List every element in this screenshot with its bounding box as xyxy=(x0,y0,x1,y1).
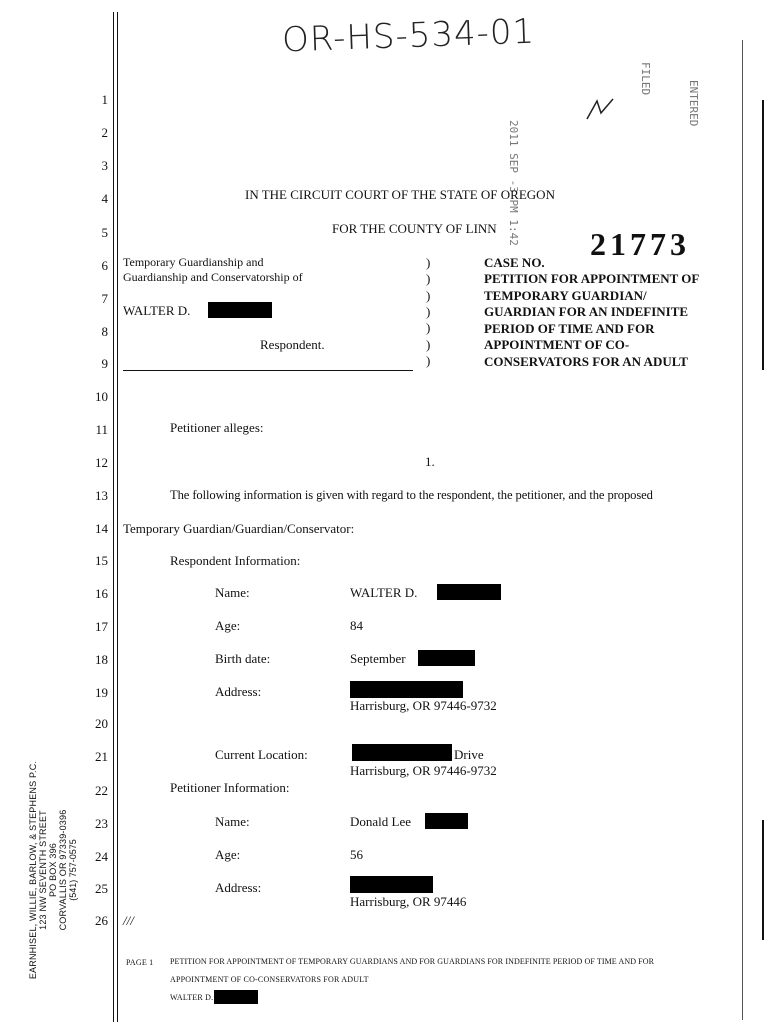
caption-paren-3: ) xyxy=(426,288,431,303)
caption-paren-7: ) xyxy=(426,353,431,368)
petitioner-address-label: Address: xyxy=(215,880,262,895)
petitioner-alleges: Petitioner alleges: xyxy=(170,420,264,435)
left-margin-rule-inner xyxy=(117,12,118,1022)
line-number: 12 xyxy=(95,455,108,470)
line-number: 9 xyxy=(101,356,108,371)
respondent-address-city: Harrisburg, OR 97446-9732 xyxy=(350,698,497,713)
redaction-box xyxy=(352,744,452,761)
respondent-birth-label: Birth date: xyxy=(215,651,271,666)
stamp-line-a: 2011 SEP -3 PM 1:42 xyxy=(507,120,520,246)
line-number: 23 xyxy=(95,816,108,831)
line-number: 17 xyxy=(95,619,108,634)
line-number: 1 xyxy=(101,92,108,107)
respondent-name-value: WALTER D. xyxy=(350,585,418,600)
court-heading-line2: FOR THE COUNTY OF LINN xyxy=(332,221,497,236)
right-edge-mark-lower xyxy=(762,820,764,940)
line-number: 16 xyxy=(95,586,108,601)
caption-paren-4: ) xyxy=(426,304,431,319)
stamp-line-b: FILED xyxy=(639,62,652,96)
line-number: 21 xyxy=(95,749,108,764)
line-number: 15 xyxy=(95,553,108,568)
firm-po-box: PO BOX 396 xyxy=(48,842,58,898)
caption-paren-1: ) xyxy=(426,255,431,270)
line-number: 6 xyxy=(101,258,108,273)
caption-respondent-name: WALTER D. xyxy=(123,303,191,318)
petition-title-line: TEMPORARY GUARDIAN/ xyxy=(484,287,647,303)
handwritten-document-id: OR-HS-534-01 xyxy=(281,11,536,61)
line-number: 25 xyxy=(95,881,108,896)
redaction-box xyxy=(418,650,475,666)
footer-title-line1: PETITION FOR APPOINTMENT OF TEMPORARY GUARDIANS AND FOR GUARDIANS FOR INDEFINITE PERIOD OF TIME AND FOR xyxy=(170,957,655,966)
paragraph-line2: Temporary Guardian/Guardian/Conservator: xyxy=(123,521,355,536)
line-number: 14 xyxy=(95,521,108,536)
respondent-location-street-suffix: Drive xyxy=(454,747,484,762)
respondent-age-label: Age: xyxy=(215,618,241,633)
footer-name: WALTER D. xyxy=(170,993,214,1002)
caption-line1: Temporary Guardianship and xyxy=(123,255,264,269)
right-edge-rule xyxy=(742,40,743,1020)
line-number: 2 xyxy=(101,125,108,140)
caption-paren-6: ) xyxy=(426,337,431,352)
line-number: 22 xyxy=(95,783,108,798)
stamp-signature-scrawl xyxy=(585,95,615,125)
petition-title-line: CONSERVATORS FOR AN ADULT xyxy=(484,353,688,369)
redaction-box xyxy=(350,876,433,893)
paragraph-line1: The following information is given with regard to the respondent, the petitioner, and the proposed xyxy=(170,488,653,502)
footer-title-line2: APPOINTMENT OF CO-CONSERVATORS FOR ADULT xyxy=(170,975,369,984)
redaction-box xyxy=(425,813,468,829)
footer-page-label: PAGE 1 xyxy=(126,958,154,967)
line-number: 13 xyxy=(95,488,108,503)
line-number: 26 xyxy=(95,913,108,928)
petition-title-line: PETITION FOR APPOINTMENT OF xyxy=(484,271,700,286)
caption-paren-2: ) xyxy=(426,271,431,286)
respondent-address-label: Address: xyxy=(215,684,262,699)
respondent-birth-value: September xyxy=(350,651,406,666)
petitioner-age-value: 56 xyxy=(350,847,363,862)
filed-stamp-b xyxy=(639,62,652,95)
respondent-info-heading: Respondent Information: xyxy=(170,553,301,568)
redaction-box xyxy=(214,990,258,1004)
line-number: 7 xyxy=(101,291,108,306)
petitioner-address-city: Harrisburg, OR 97446 xyxy=(350,894,467,909)
line-number: 10 xyxy=(95,389,108,404)
case-no-label: CASE NO. xyxy=(484,255,545,270)
line-number: 8 xyxy=(101,324,108,339)
firm-city: CORVALLIS OR 97339-0396 xyxy=(58,809,68,931)
respondent-age-value: 84 xyxy=(350,618,363,633)
line-number: 18 xyxy=(95,652,108,667)
firm-phone: (541) 757-0575 xyxy=(68,839,78,901)
stamp-line-c: ENTERED xyxy=(687,80,700,127)
court-heading-line1: IN THE CIRCUIT COURT OF THE STATE OF OREGON xyxy=(245,187,555,202)
line-number: 11 xyxy=(95,422,108,437)
filed-stamp-c xyxy=(687,80,700,126)
redaction-box xyxy=(208,302,272,318)
petitioner-info-heading: Petitioner Information: xyxy=(170,780,290,795)
petition-title-line: PERIOD OF TIME AND FOR xyxy=(484,320,655,336)
line-number: 5 xyxy=(101,225,108,240)
firm-name: EARNHISEL, WILLIE, BARLOW, & STEPHENS P.C. xyxy=(28,760,38,980)
firm-street: 123 NW SEVENTH STREET xyxy=(38,810,48,930)
line-number: 24 xyxy=(95,849,108,864)
section-number: 1. xyxy=(425,454,435,469)
respondent-location-city: Harrisburg, OR 97446-9732 xyxy=(350,763,497,778)
case-number: 21773 xyxy=(590,226,690,262)
caption-respondent-label: Respondent. xyxy=(260,337,325,352)
line-number: 19 xyxy=(95,685,108,700)
petition-title-line: APPOINTMENT OF CO- xyxy=(484,337,630,352)
law-firm-block xyxy=(28,740,78,1000)
line-number: 3 xyxy=(101,158,108,173)
respondent-name-label: Name: xyxy=(215,585,250,600)
respondent-location-label: Current Location: xyxy=(215,747,308,762)
petitioner-age-label: Age: xyxy=(215,847,241,862)
redaction-box xyxy=(437,584,501,600)
continuation-marks: /// xyxy=(123,913,134,928)
line-number: 20 xyxy=(95,716,108,731)
line-number: 4 xyxy=(101,191,108,206)
petitioner-name-label: Name: xyxy=(215,814,250,829)
right-edge-mark xyxy=(762,100,764,370)
petitioner-name-value: Donald Lee xyxy=(350,814,412,829)
petition-title-line: GUARDIAN FOR AN INDEFINITE xyxy=(484,304,689,319)
caption-paren-5: ) xyxy=(426,320,431,335)
caption-underline xyxy=(123,370,413,371)
left-margin-rule-outer xyxy=(113,12,114,1022)
caption-line2: Guardianship and Conservatorship of xyxy=(123,270,303,284)
redaction-box xyxy=(350,681,463,698)
